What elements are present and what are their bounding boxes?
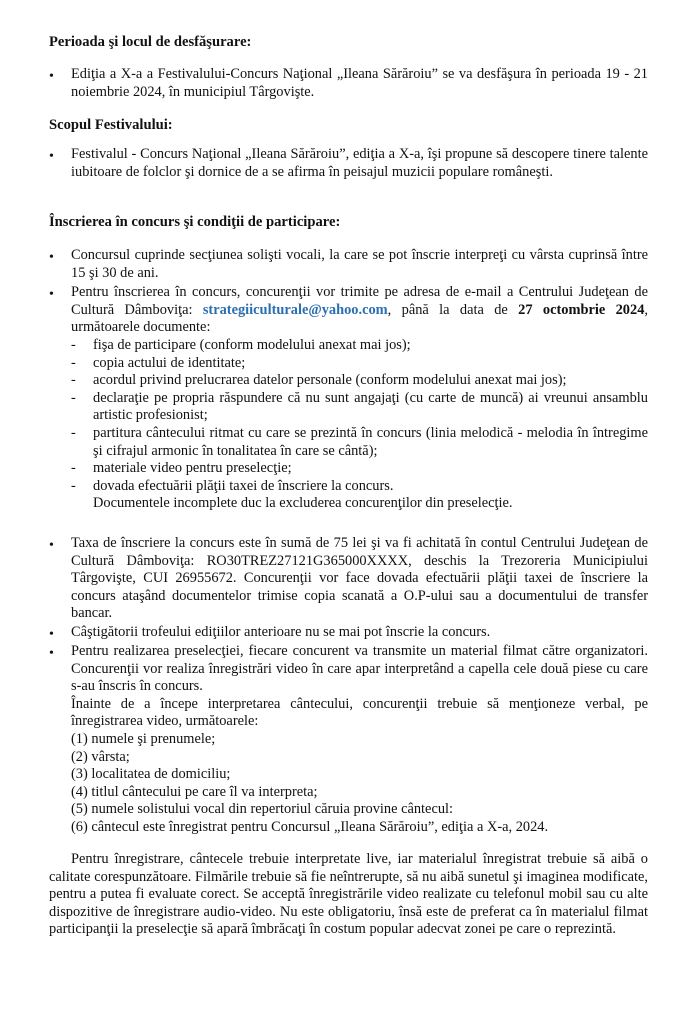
documents-intro-post: , următoarele documente:: [71, 301, 649, 336]
purpose-heading: Scopul Festivalului:: [49, 117, 173, 133]
documents-intro-mid: , până la data de: [387, 301, 519, 318]
preselection-paragraph: Pentru realizarea preselecţiei, fiecare concurent va transmite un material filmat către organizatori. Concurenţii vor realiza înregistrări video în care apar interpretând a capella cele două piese cu care s-au înscris în concurs.: [71, 643, 648, 695]
bullet-icon: •: [49, 538, 54, 553]
list-item: (3) localitatea de domiciliu;: [71, 766, 231, 783]
list-item: - copia actului de identitate;: [71, 354, 246, 371]
list-item: (2) vârsta;: [71, 748, 130, 765]
video-items-list: [71, 731, 648, 837]
list-item: - dovada efectuării plăţii taxei de înscriere la concurs.: [71, 477, 394, 494]
fee-text: Taxa de înscriere la concurs este în sumă de 75 lei şi va fi achitată în contul Centrului Judeţean de Cultură Dâmboviţa: RO30TREZ27121G365000XXXX, deschis la Trezoreria Municipiului Târgovişte, CUI 26955672. Concurenţii vor face dovada efectuării plăţii taxei de înscriere la concurs ataşând documentelor trimise copia scanată a O.P-ului sau a documentului de transfer bancar.: [71, 535, 648, 622]
bullet-icon: •: [49, 250, 54, 265]
bullet-icon: •: [49, 627, 54, 642]
list-item: (6) cântecul este înregistrat pentru Concursul „Ileana Sărăroiu”, ediţia a X-a, 2024.: [71, 818, 549, 835]
incomplete-note: Documentele incomplete duc la excluderea concurenţilor din preselecţie.: [93, 495, 513, 512]
purpose-text: Festivalul - Concurs Naţional „Ileana Sărăroiu”, ediţia a X-a, îşi propune să descopere tinere talente iubitoare de folclor şi dornice de a se afirma în peisajul muzicii populare româneşti.: [71, 146, 648, 180]
deadline-date: 27 octombrie 2024: [518, 301, 645, 318]
period-heading: Perioada şi locul de desfăşurare:: [49, 34, 252, 50]
period-text: Ediţia a X-a a Festivalului-Concurs Naţional „Ileana Sărăroiu” se va desfăşura în perioada 19 - 21 noiembrie 2024, în municipiul Târgovişte.: [71, 66, 648, 100]
list-item: - fişa de participare (conform modelului anexat mai jos);: [71, 337, 411, 353]
preselection-instructions: Înainte de a începe interpretarea cântecului, concurenţii trebuie să menţioneze verbal, pe înregistrarea video, următoarele:: [71, 695, 648, 730]
bullet-icon: •: [49, 149, 54, 164]
list-item: (4) titlul cântecului pe care îl va interpreta;: [71, 783, 318, 800]
bullet-icon: •: [49, 646, 54, 661]
bullet-icon: •: [49, 287, 54, 302]
list-item: - declaraţie pe propria răspundere că nu sunt angajaţi (cu carte de muncă) ai vreunui ansamblu artistic profesionist;: [71, 389, 648, 424]
documents-intro-text: [71, 284, 648, 337]
list-item: - materiale video pentru preselecţie;: [71, 460, 292, 477]
closing-paragraph: Pentru înregistrare, cântecele trebuie interpretate live, iar materialul înregistrat trebuie să aibă o calitate corespunzătoare. Filmările trebuie să fie neîntrerupte, să nu aibă sunetul şi imaginea modificate, pentru a putea fi evaluate corect. Se acceptă înregistrările video realizate cu telefonul mobil sau cu alte dispozitive de înregistrare audio-video. Nu este obligatoriu, însă este de preferat ca în materialul filmat participanţii la preselecţie să apară îmbrăcaţi în costum popular adecvat zonei pe care o reprezintă.: [49, 851, 648, 938]
age-requirement-text: Concursul cuprinde secţiunea solişti vocali, la care se pot înscrie interpreţi cu vârsta cuprinsă între 15 şi 30 de ani.: [71, 247, 648, 281]
list-item: - acordul privind prelucrarea datelor personale (conform modelului anexat mai jos);: [71, 372, 567, 389]
documents-intro-pre: Pentru înscrierea în concurs, concurenţii vor trimite pe adresa de e-mail a Centrului Judeţean de Cultură Dâmboviţa:: [71, 284, 648, 318]
list-item: (5) numele solistului vocal din repertoriul căruia provine cântecul:: [71, 801, 454, 818]
documents-list: [71, 337, 648, 513]
list-item: - partitura cântecului ritmat cu care se prezintă în concurs (linia melodică - melodia în întregime şi cifrajul armonic în tonalitatea în care se cântă);: [71, 424, 648, 459]
preselection-text: [71, 643, 648, 837]
registration-heading: Înscrierea în concurs şi condiţii de participare:: [49, 214, 341, 230]
list-item: (1) numele şi prenumele;: [71, 730, 216, 747]
email-link[interactable]: strategiiculturale@yahoo.com: [202, 301, 388, 318]
previous-winners-text: Câştigătorii trofeului ediţiilor anterioare nu se mai pot înscrie la concurs.: [71, 624, 491, 640]
bullet-icon: •: [49, 69, 54, 84]
